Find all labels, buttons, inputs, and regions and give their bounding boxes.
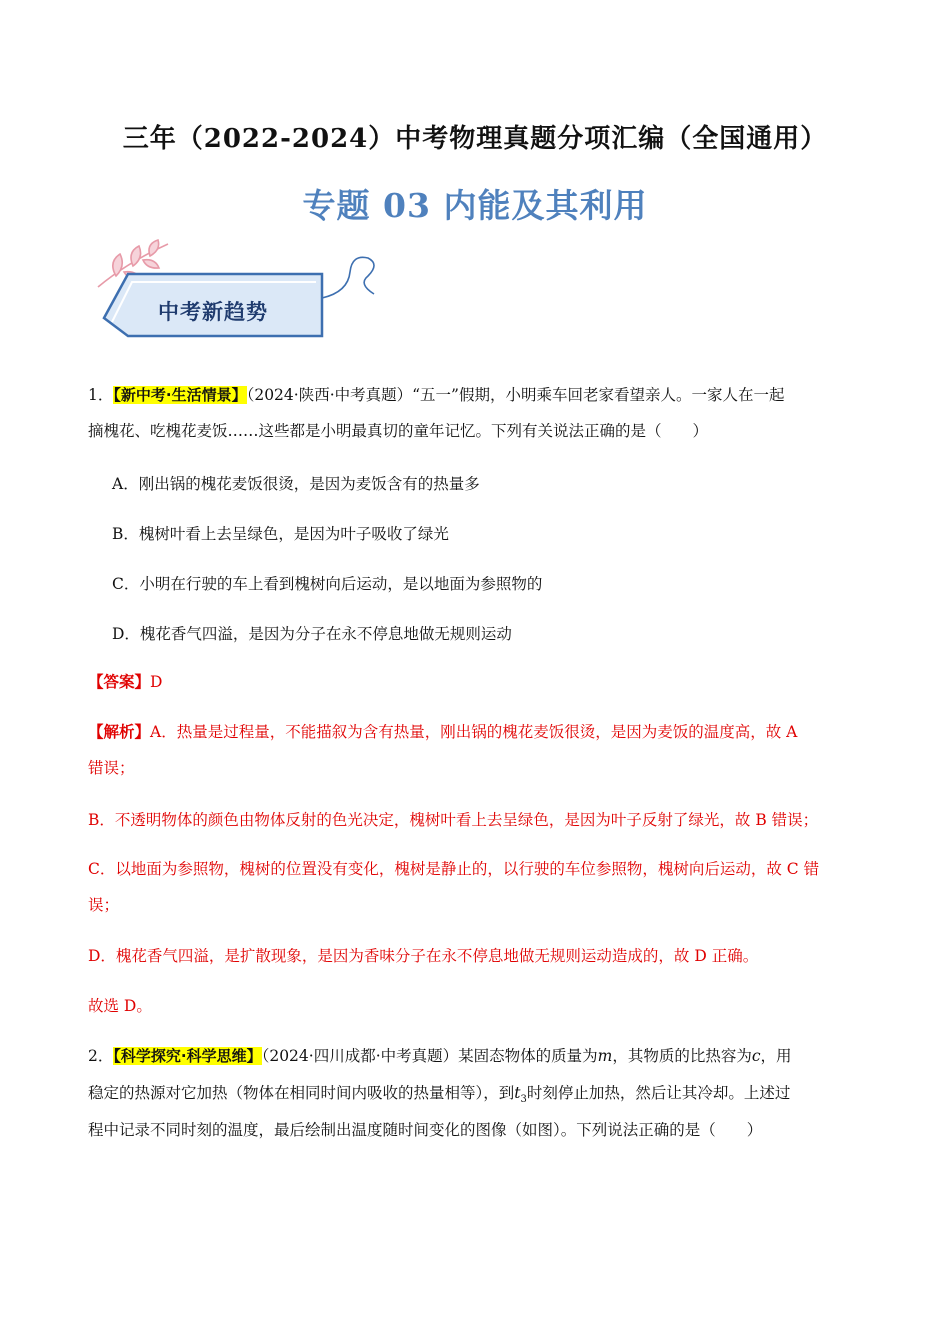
q2-stem-text3: ，用 <box>760 1047 792 1065</box>
q1-option-a: A．刚出锅的槐花麦饭很烫，是因为麦饭含有的热量多 <box>112 475 480 493</box>
q1-tag: 【新中考·生活情景】 <box>113 386 247 404</box>
q1-answer <box>88 664 868 700</box>
q1-number: 1． <box>88 386 114 404</box>
q2-stem-line3: 程中记录不同时刻的温度，最后绘制出温度随时间变化的图像（如图）。下列说法正确的是（ ） <box>88 1121 763 1139</box>
q1-analysis-a-line1 <box>88 714 868 750</box>
q2-stem-text4: 稳定的热源对它加热（物体在相同时间内吸收的热量相等），到 <box>88 1084 515 1102</box>
q2-tag: 【科学探究·科学思维】 <box>113 1047 262 1065</box>
q2-stem-text2: ，其物质的比热容为 <box>612 1047 752 1065</box>
q1-stem-line2: 摘槐花、吃槐花麦饭……这些都是小明最真切的童年记忆。下列有关说法正确的是（ ） <box>88 422 709 440</box>
q2-var-m: m <box>597 1047 613 1065</box>
section-banner-decoration <box>88 232 388 352</box>
q1-analysis-d: D．槐花香气四溢，是扩散现象，是因为香味分子在永不停息地做无规则运动造成的，故 D 正确。 <box>88 947 759 965</box>
q2-stem-text5: 时刻停止加热，然后让其冷却。上述过 <box>526 1084 791 1102</box>
q2-stem-text1: （2024·四川成都·中考真题）某固态物体的质量为 <box>261 1047 598 1065</box>
q1-option-b: B．槐树叶看上去呈绿色，是因为叶子吸收了绿光 <box>112 525 449 543</box>
q2-number: 2． <box>88 1047 114 1065</box>
banner-label: 中考新趋势 <box>158 300 268 324</box>
q2-var-c: c <box>751 1047 761 1065</box>
q1-analysis-b: B．不透明物体的颜色由物体反射的色光决定，槐树叶看上去呈绿色，是因为叶子反射了绿光，故 B 错误； <box>88 811 819 829</box>
q1-option-d: D．槐花香气四溢，是因为分子在永不停息地做无规则运动 <box>112 625 512 643</box>
q1-answer-label: 【答案】 <box>88 672 151 691</box>
q1-analysis-label: 【解析】 <box>88 722 151 741</box>
main-title: 三年（2022-2024）中考物理真题分项汇编（全国通用） <box>122 124 828 154</box>
q1-stem-line1 <box>88 377 868 413</box>
q1-analysis-a-line2: 错误； <box>88 759 135 777</box>
q1-answer-value: D <box>150 673 163 691</box>
q1-analysis-c-line1: C．以地面为参照物，槐树的位置没有变化，槐树是静止的，以行驶的车位参照物，槐树向后运动，故 C 错 <box>88 860 820 878</box>
q2-stem-line1 <box>88 1038 878 1074</box>
q1-stem-text1: （2024·陕西·中考真题）“五一”假期，小明乘车回老家看望亲人。一家人在一起 <box>246 386 785 404</box>
swirl-icon <box>322 257 374 298</box>
q1-option-c: C．小明在行驶的车上看到槐树向后运动，是以地面为参照物的 <box>112 575 543 593</box>
q1-conclusion: 故选 D。 <box>88 997 152 1015</box>
q1-analysis-a-text: A．热量是过程量，不能描叙为含有热量，刚出锅的槐花麦饭很烫，是因为麦饭的温度高，故 A <box>150 723 798 741</box>
sub-title: 专题 03 内能及其利用 <box>302 186 648 225</box>
q2-var-t-subscript: 3 <box>520 1094 527 1106</box>
q1-analysis-c-line2: 误； <box>88 896 120 914</box>
q2-var-t: t <box>514 1084 521 1102</box>
